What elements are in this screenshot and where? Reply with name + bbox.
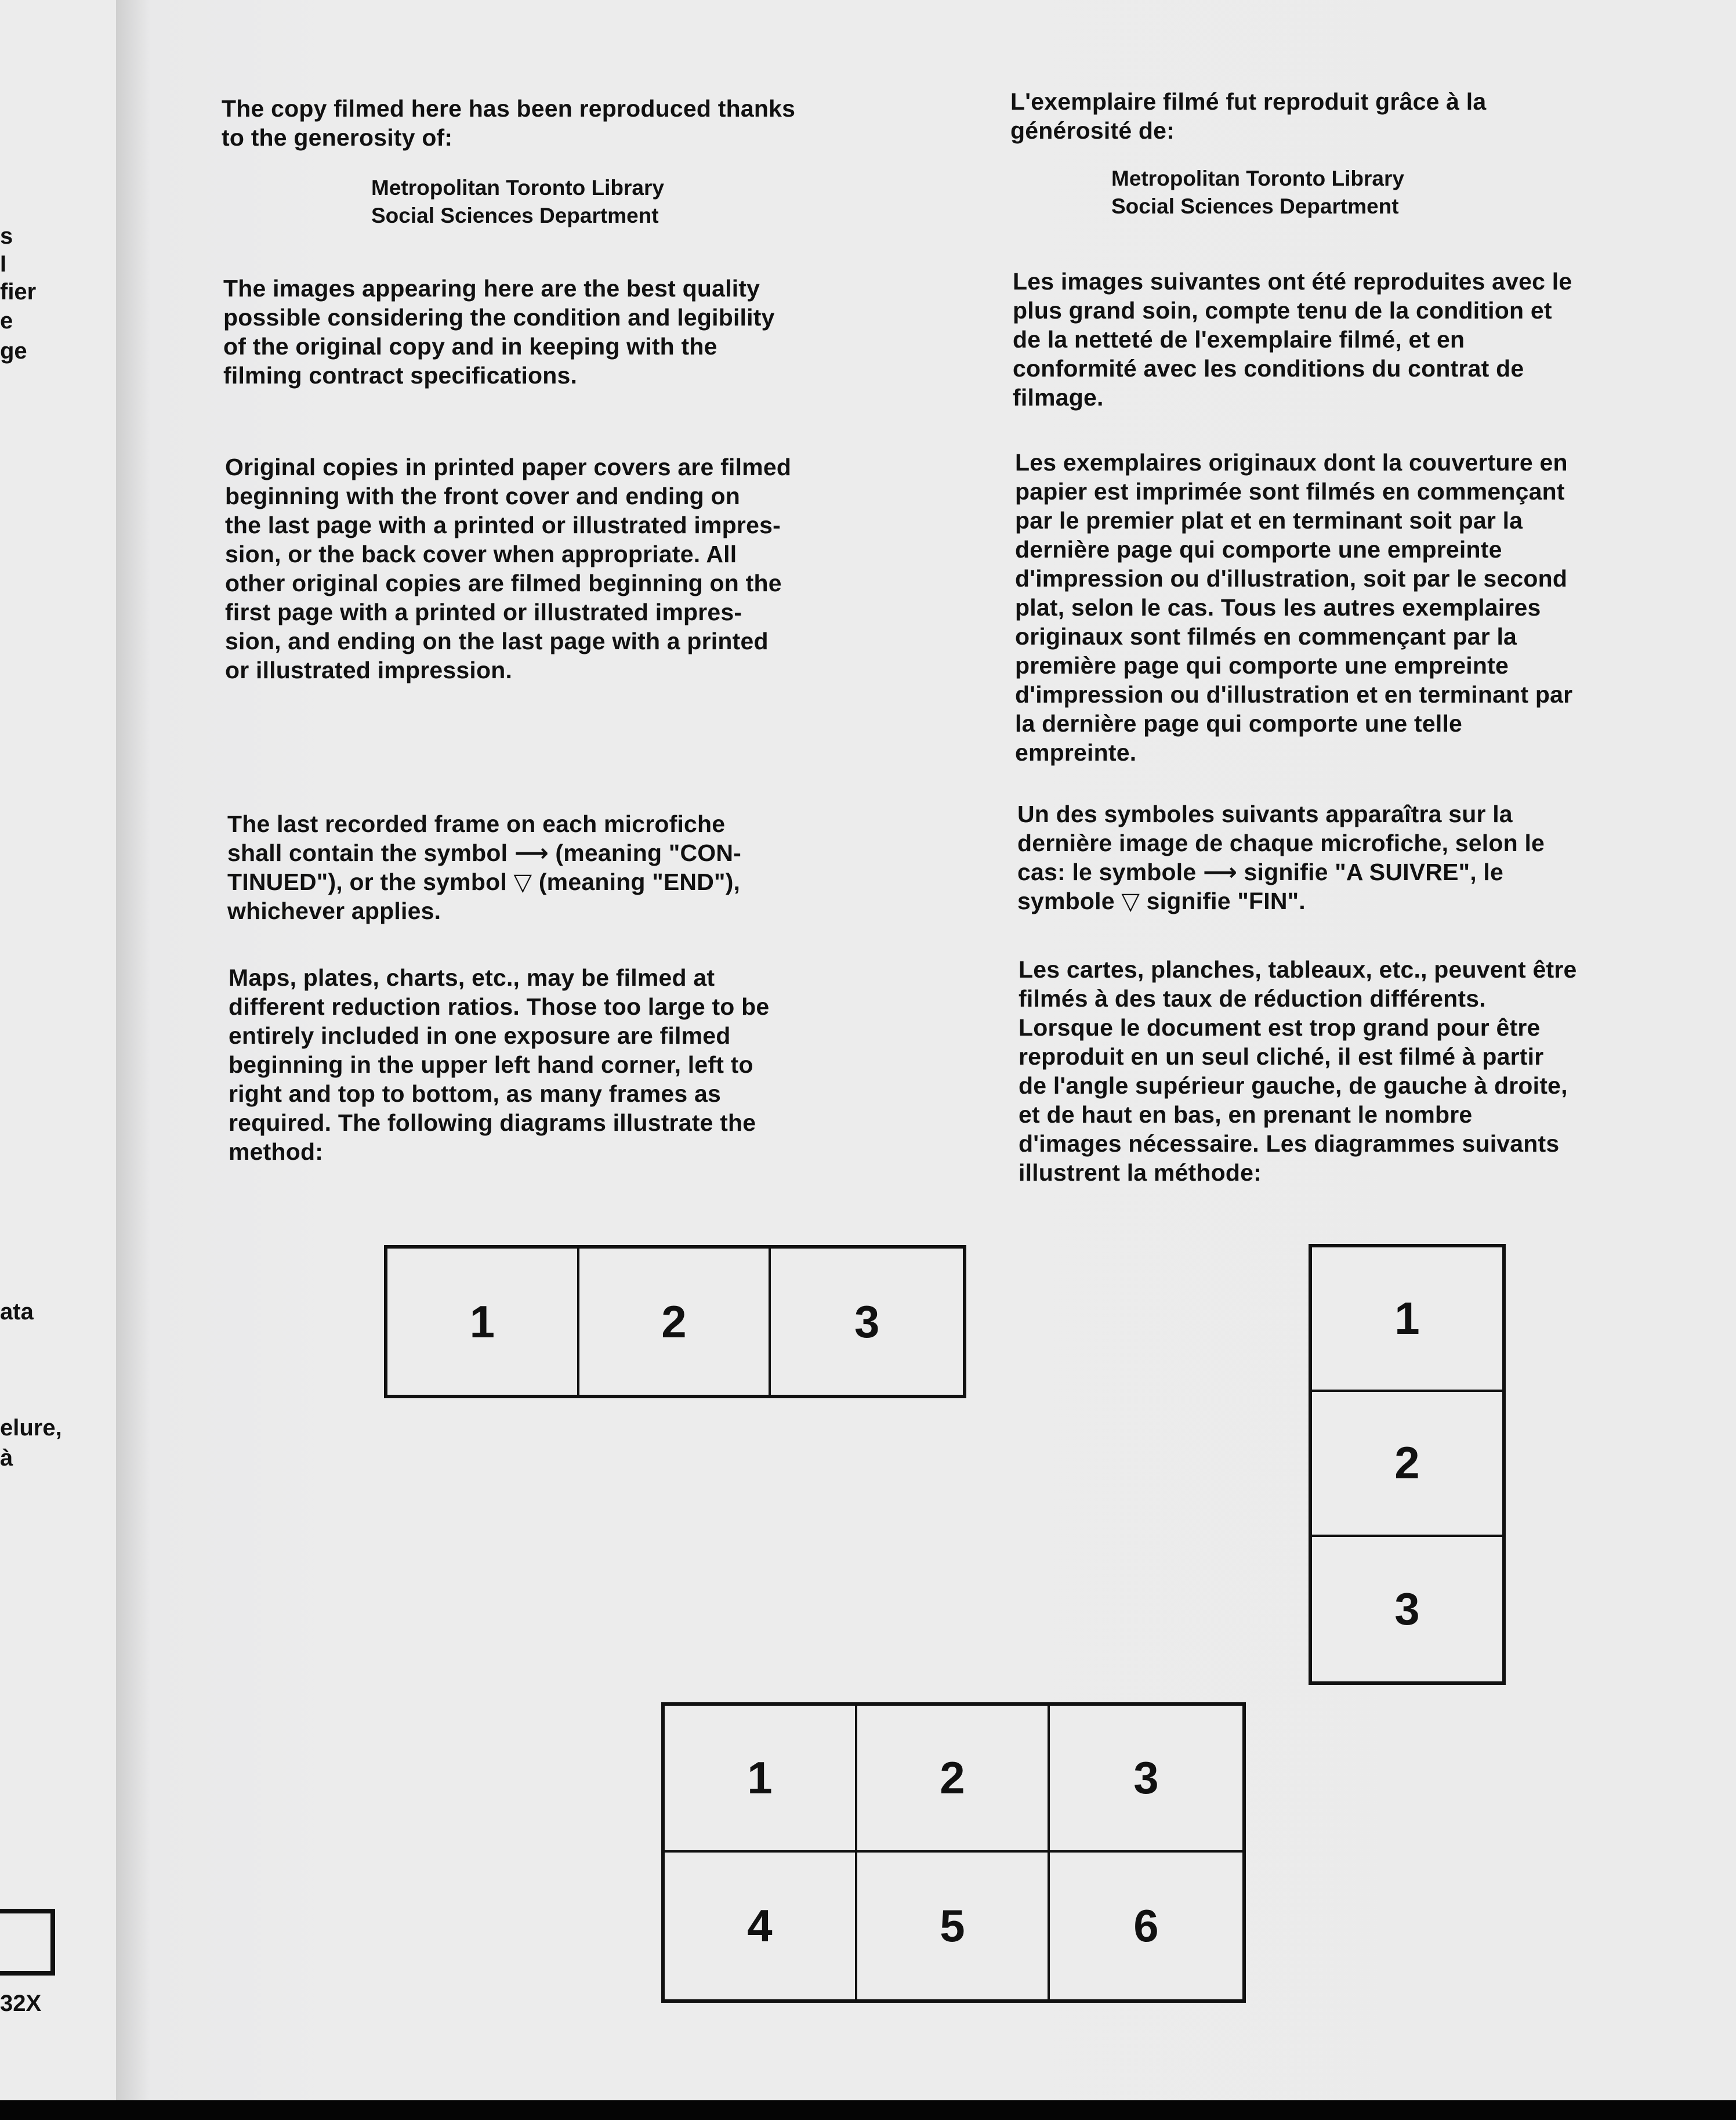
fragment-text: fier — [0, 279, 37, 305]
diagram-horizontal — [384, 1245, 966, 1398]
frame-cell: 2 — [579, 1249, 771, 1395]
frame-cell: 6 — [1133, 1900, 1159, 1951]
en-credit-institution: Metropolitan Toronto Library Social Sciences Department — [371, 176, 664, 227]
frame-cell: 1 — [1312, 1247, 1502, 1392]
fragment-text: elure, — [0, 1415, 62, 1441]
en-last-frame: The last recorded frame on each microfiche shall contain the symbol ⟶ (meaning "CON- TINUED"), or the symbol ▽ (meaning "END"), whichever applies. — [227, 811, 742, 924]
frame-cell: 3 — [1394, 1583, 1420, 1634]
en-images-quality: The images appearing here are the best quality possible considering the condition and legibility of the original copy and in keeping with the filming contract specifications. — [223, 275, 775, 389]
fr-credit-institution: Metropolitan Toronto Library Social Sciences Department — [1111, 167, 1404, 218]
fr-images-quality: Les images suivantes ont été reproduites avec le plus grand soin, compte tenu de la condition et de la netteté de l'exemplaire filmé, et en conformité avec les conditions du contrat de filmage. — [1013, 268, 1572, 411]
frame-cell: 4 — [665, 1853, 857, 1999]
frame-cell: 1 — [387, 1249, 579, 1395]
diagram-grid — [661, 1702, 1246, 2003]
fragment-text: I — [0, 251, 7, 277]
fr-last-frame: Un des symboles suivants apparaîtra sur la dernière image de chaque microfiche, selon le cas: le symbole ⟶ signifie "A SUIVRE", le symbole ▽ signifie "FIN". — [1017, 801, 1545, 914]
fragment-box — [0, 1909, 55, 1976]
film-edge — [0, 2100, 1736, 2120]
fragment-text: e — [0, 308, 13, 334]
fr-credit-intro: L'exemplaire filmé fut reproduit grâce à la générosité de: — [1010, 88, 1487, 144]
frame-cell: 2 — [857, 1706, 1050, 1853]
fragment-text: ge — [0, 338, 27, 364]
frame-cell: 2 — [1312, 1392, 1502, 1536]
fragment-text: s — [0, 223, 13, 249]
frame-cell: 3 — [1050, 1706, 1242, 1853]
frame-cell: 5 — [857, 1853, 1050, 1999]
frame-cell: 3 — [854, 1296, 880, 1347]
fragment-text: à — [0, 1445, 13, 1471]
diagram-vertical — [1309, 1244, 1506, 1685]
fr-original-copies: Les exemplaires originaux dont la couverture en papier est imprimée sont filmés en commençant par le premier plat et en terminant soit par la dernière page qui comporte une empreinte d'impression ou d'illustration, soit par le second plat, selon le cas. Tous les autres exemplaires originaux sont filmés en commençant par la première page qui comporte une empreinte d'impression ou d'illustration et en terminant par la dernière page qui comporte une telle empreinte. — [1015, 449, 1573, 766]
adjacent-page-strip — [0, 0, 116, 2100]
en-maps: Maps, plates, charts, etc., may be filmed at different reduction ratios. Those too large to be entirely included in one exposure are filmed beginning in the upper left hand corner, left to right and top to bottom, as many frames as required. The following diagrams illustrate the method: — [229, 964, 770, 1165]
en-original-copies: Original copies in printed paper covers are filmed beginning with the front cover and ending on the last page with a printed or illustrated impres- sion, or the back cover when appropriate. All other original copies are filmed beginning on the first page with a printed or illustrated impres- sion, and ending on the last page with a printed or illustrated impression. — [225, 454, 792, 683]
fr-maps: Les cartes, planches, tableaux, etc., peuvent être filmés à des taux de réduction différents. Lorsque le document est trop grand pour être reproduit en un seul cliché, il est filmé à partir de l'angle supérieur gauche, de gauche à droite, et de haut en bas, en prenant le nombre d'images nécessaire. Les diagrammes suivants illustrent la méthode: — [1019, 956, 1577, 1186]
fragment-text: 32X — [0, 1991, 42, 2016]
frame-cell: 1 — [665, 1706, 857, 1853]
en-credit-intro: The copy filmed here has been reproduced thanks to the generosity of: — [222, 95, 796, 151]
fragment-text: ata — [0, 1299, 34, 1325]
